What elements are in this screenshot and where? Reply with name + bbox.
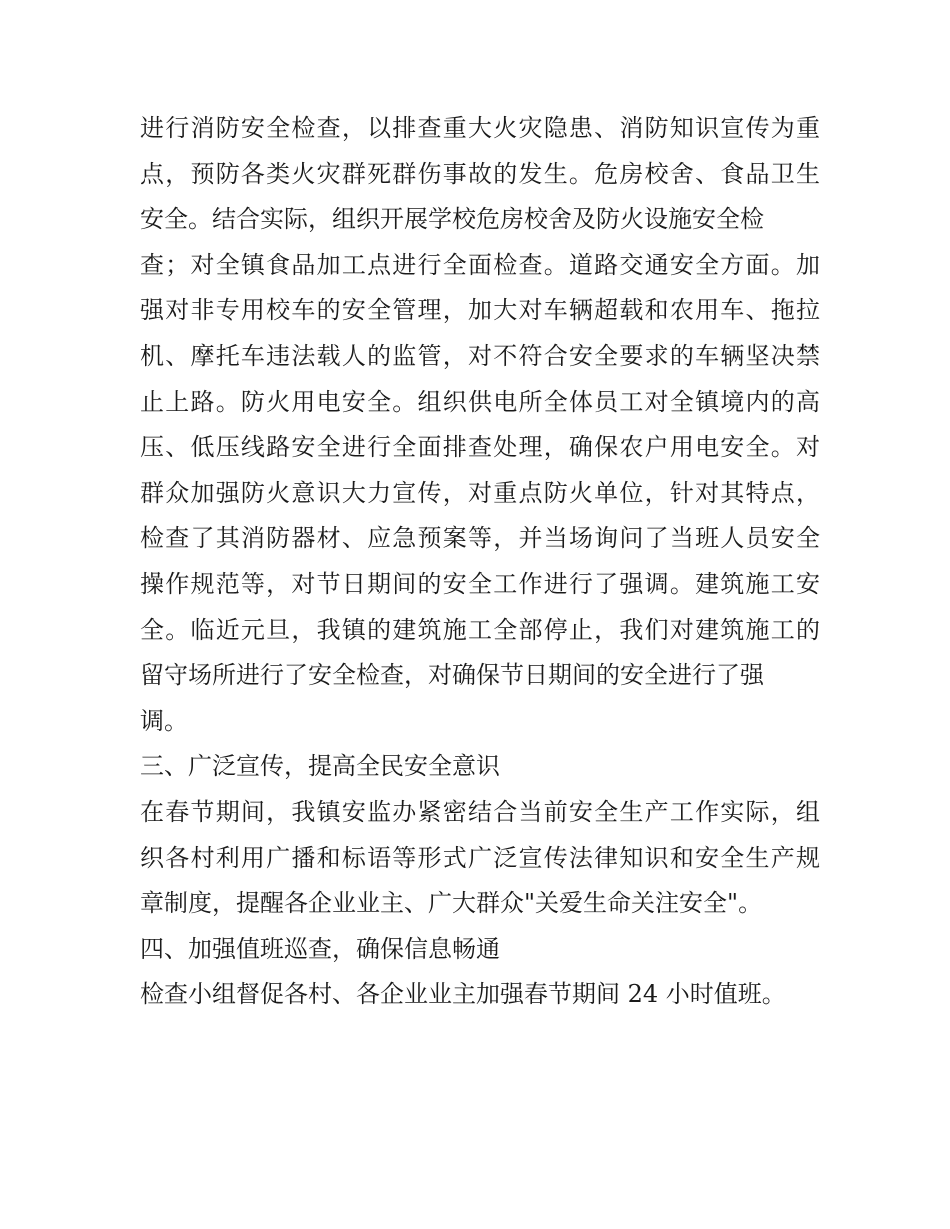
body-line: 压、低压线路安全进行全面排查处理，确保农户用电安全。对 (140, 433, 820, 462)
section-heading-3: 三、广泛宣传，提高全民安全意识 (140, 752, 500, 781)
body-line: 在春节期间，我镇安监办紧密结合当前安全生产工作实际，组 (140, 797, 820, 826)
body-line: 强对非专用校车的安全管理，加大对车辆超载和农用车、拖拉 (140, 296, 820, 325)
body-line: 群众加强防火意识大力宣传，对重点防火单位，针对其特点， (140, 478, 820, 507)
body-line: 止上路。防火用电安全。组织供电所全体员工对全镇境内的高 (140, 387, 820, 416)
body-line: 检查小组督促各村、各企业业主加强春节期间 24 小时值班。 (140, 980, 786, 1009)
body-line: 点，预防各类火灾群死群伤事故的发生。危房校舍、食品卫生 (140, 159, 820, 188)
body-line: 织各村利用广播和标语等形式广泛宣传法律知识和安全生产规 (140, 843, 820, 872)
body-line: 章制度，提醒各企业业主、广大群众"关爱生命关注安全"。 (140, 889, 763, 918)
body-line: 机、摩托车违法载人的监管，对不符合安全要求的车辆坚决禁 (140, 341, 820, 370)
body-line: 进行消防安全检查，以排查重大火灾隐患、消防知识宣传为重 (140, 114, 820, 142)
body-line: 安全。结合实际，组织开展学校危房校舍及防火设施安全检 (140, 205, 764, 234)
document-body (140, 106, 820, 1018)
body-line: 全。临近元旦，我镇的建筑施工全部停止，我们对建筑施工的 (140, 615, 820, 644)
body-line: 调。 (140, 706, 188, 735)
body-line: 查；对全镇食品加工点进行全面检查。道路交通安全方面。加 (140, 250, 820, 279)
body-line: 检查了其消防器材、应急预案等，并当场询问了当班人员安全 (140, 524, 820, 553)
body-line: 操作规范等，对节日期间的安全工作进行了强调。建筑施工安 (140, 569, 820, 598)
section-heading-4: 四、加强值班巡查，确保信息畅通 (140, 934, 500, 963)
body-line: 留守场所进行了安全检查，对确保节日期间的安全进行了强 (140, 661, 764, 690)
